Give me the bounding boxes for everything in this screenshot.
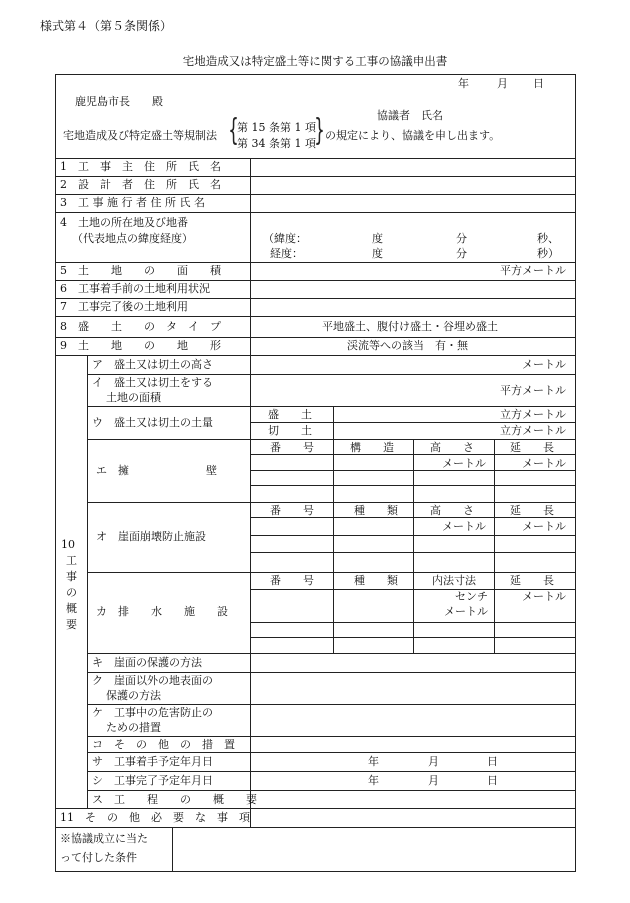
section-10-number: 10 — [61, 538, 75, 551]
item-i-sublabel: 土地の面積 — [106, 391, 161, 404]
item-sa-label: サ 工事着手予定年月日 — [92, 755, 213, 768]
latitude-label: （緯度： — [263, 232, 307, 245]
date-year-label: 年 — [458, 77, 469, 90]
e-col-no: 番 号 — [270, 441, 314, 454]
ka-col-inner: 内法寸法 — [432, 574, 476, 587]
o-unit-height: メートル — [442, 520, 486, 533]
item-o-label: オ 崖面崩壊防止施設 — [96, 530, 206, 543]
table-line — [55, 298, 575, 299]
table-line — [494, 572, 495, 653]
table-line — [55, 808, 575, 809]
section-10-char-1: 工 — [66, 554, 77, 567]
table-line — [87, 736, 575, 737]
longitude-second: 秒） — [537, 247, 559, 260]
table-line — [87, 439, 575, 440]
o-col-kind: 種 類 — [354, 504, 398, 517]
row-9-value: 渓流等への該当 有・無 — [347, 339, 468, 352]
table-line — [413, 572, 414, 653]
table-line — [55, 871, 575, 872]
table-line — [250, 158, 251, 827]
section-10-char-4: 概 — [66, 602, 77, 615]
longitude-degree: 度 — [372, 247, 383, 260]
conditions-label-line-2: って付した条件 — [60, 851, 137, 864]
table-line — [333, 502, 334, 572]
article-15: 第 15 条第 1 項 — [237, 121, 316, 134]
table-line — [55, 827, 575, 828]
row-2-label: 2 設 計 者 住 所 氏 名 — [60, 178, 221, 191]
table-line — [494, 502, 495, 572]
date-month-label: 月 — [497, 77, 508, 90]
item-a-label: ア 盛土又は切土の高さ — [92, 358, 213, 371]
left-brace-icon: { — [228, 113, 239, 148]
item-i-label: イ 盛土又は切土をする — [92, 376, 213, 389]
item-ku-sublabel: 保護の方法 — [106, 689, 161, 702]
ka-col-kind: 種 類 — [354, 574, 398, 587]
table-line — [494, 439, 495, 502]
section-10-char-3: の — [66, 586, 77, 599]
row-7-label: 7 工事完了後の土地利用 — [60, 300, 188, 313]
ka-unit-cm-1: センチ — [455, 590, 488, 603]
row-4-label: 4 土地の所在地及び地番 — [60, 216, 188, 229]
section-10-char-2: 事 — [66, 570, 77, 583]
moritsuchi-unit: 立方メートル — [500, 408, 566, 421]
table-line — [87, 406, 575, 407]
form-number: 様式第４（第５条関係） — [40, 19, 173, 33]
date-day-label: 日 — [533, 77, 544, 90]
shi-day: 日 — [487, 774, 498, 787]
item-u-label: ウ 盛土又は切土の土量 — [92, 416, 213, 429]
item-e-label: エ 擁 壁 — [96, 464, 217, 477]
document-title: 宅地造成又は特定盛土等に関する工事の協議申出書 — [182, 54, 448, 68]
e-unit-length: メートル — [522, 457, 566, 470]
table-line — [55, 337, 575, 338]
conditions-label-line-1: ※協議成立に当た — [60, 832, 148, 845]
section-10-char-5: 要 — [66, 618, 77, 631]
row-5-unit: 平方メートル — [500, 264, 566, 277]
table-line — [87, 790, 575, 791]
sa-year: 年 — [368, 755, 379, 768]
longitude-label: 経度： — [270, 247, 303, 260]
table-line — [87, 771, 575, 772]
item-shi-label: シ 工事完了予定年月日 — [92, 774, 213, 787]
table-line — [333, 572, 334, 653]
table-line — [87, 502, 575, 503]
o-unit-length: メートル — [522, 520, 566, 533]
row-11-label: 11 そ の 他 必 要 な 事 項 — [60, 811, 250, 824]
ka-col-no: 番 号 — [270, 574, 314, 587]
addressee: 鹿児島市長 殿 — [75, 95, 163, 108]
table-line — [55, 74, 575, 75]
item-ki-label: キ 崖面の保護の方法 — [92, 656, 202, 669]
latitude-minute: 分 — [456, 232, 467, 245]
sa-day: 日 — [487, 755, 498, 768]
latitude-degree: 度 — [372, 232, 383, 245]
right-brace-icon: } — [314, 113, 325, 148]
table-line — [55, 74, 56, 872]
table-line — [55, 316, 575, 317]
table-line — [333, 406, 334, 439]
e-unit-height: メートル — [442, 457, 486, 470]
table-line — [413, 439, 414, 502]
item-ka-label: カ 排 水 施 設 — [96, 605, 228, 618]
table-line — [87, 572, 575, 573]
longitude-minute: 分 — [456, 247, 467, 260]
row-1-label: 1 工 事 主 住 所 氏 名 — [60, 160, 221, 173]
ka-col-length: 延 長 — [510, 574, 554, 587]
shi-month: 月 — [428, 774, 439, 787]
row-8-label: 8 盛 土 の タ イ プ — [60, 320, 221, 333]
o-col-height: 高 さ — [430, 504, 474, 517]
item-ko-label: コ そ の 他 の 措 置 — [92, 738, 235, 751]
applicant-name-label: 協議者 氏名 — [377, 109, 443, 122]
table-line — [55, 262, 575, 263]
ka-unit-cm-2: メートル — [444, 605, 488, 618]
kiritsuchi-label: 切 土 — [268, 424, 312, 437]
row-8-value: 平地盛土、腹付け盛土・谷埋め盛土 — [322, 320, 498, 333]
moritsuchi-label: 盛 土 — [268, 408, 312, 421]
table-line — [87, 704, 575, 705]
item-i-unit: 平方メートル — [500, 384, 566, 397]
table-line — [55, 355, 575, 356]
table-line — [55, 194, 575, 195]
e-col-structure: 構 造 — [350, 441, 394, 454]
e-col-height: 高 さ — [430, 441, 474, 454]
item-su-label: ス 工 程 の 概 要 — [92, 793, 257, 806]
table-line — [87, 653, 575, 654]
sa-month: 月 — [428, 755, 439, 768]
latitude-second: 秒、 — [537, 232, 559, 245]
row-4-sublabel: （代表地点の緯度経度） — [72, 232, 193, 245]
kiritsuchi-unit: 立方メートル — [500, 424, 566, 437]
shi-year: 年 — [368, 774, 379, 787]
table-line — [87, 672, 575, 673]
table-line — [55, 158, 575, 159]
declaration: の規定により、協議を申し出ます。 — [325, 129, 501, 142]
row-3-label: 3 工 事 施 行 者 住 所 氏 名 — [60, 196, 205, 209]
table-line — [87, 752, 575, 753]
table-line — [250, 422, 575, 423]
table-line — [87, 355, 88, 808]
table-line — [55, 176, 575, 177]
law-name: 宅地造成及び特定盛土等規制法 — [63, 129, 217, 142]
item-ke-sublabel: ための措置 — [106, 721, 161, 734]
e-col-length: 延 長 — [510, 441, 554, 454]
table-line — [55, 280, 575, 281]
row-5-label: 5 土 地 の 面 積 — [60, 264, 221, 277]
row-6-label: 6 工事着手前の土地利用状況 — [60, 282, 210, 295]
o-col-no: 番 号 — [270, 504, 314, 517]
item-a-unit: メートル — [522, 358, 566, 371]
row-9-label: 9 土 地 の 地 形 — [60, 339, 221, 352]
o-col-length: 延 長 — [510, 504, 554, 517]
article-34: 第 34 条第 1 項 — [237, 137, 316, 150]
table-line — [575, 74, 576, 872]
ka-unit-length: メートル — [522, 590, 566, 603]
table-line — [333, 439, 334, 502]
table-line — [172, 827, 173, 871]
item-ke-label: ケ 工事中の危害防止の — [92, 706, 213, 719]
table-line — [413, 502, 414, 572]
item-ku-label: ク 崖面以外の地表面の — [92, 674, 213, 687]
table-line — [87, 374, 575, 375]
table-line — [55, 212, 575, 213]
